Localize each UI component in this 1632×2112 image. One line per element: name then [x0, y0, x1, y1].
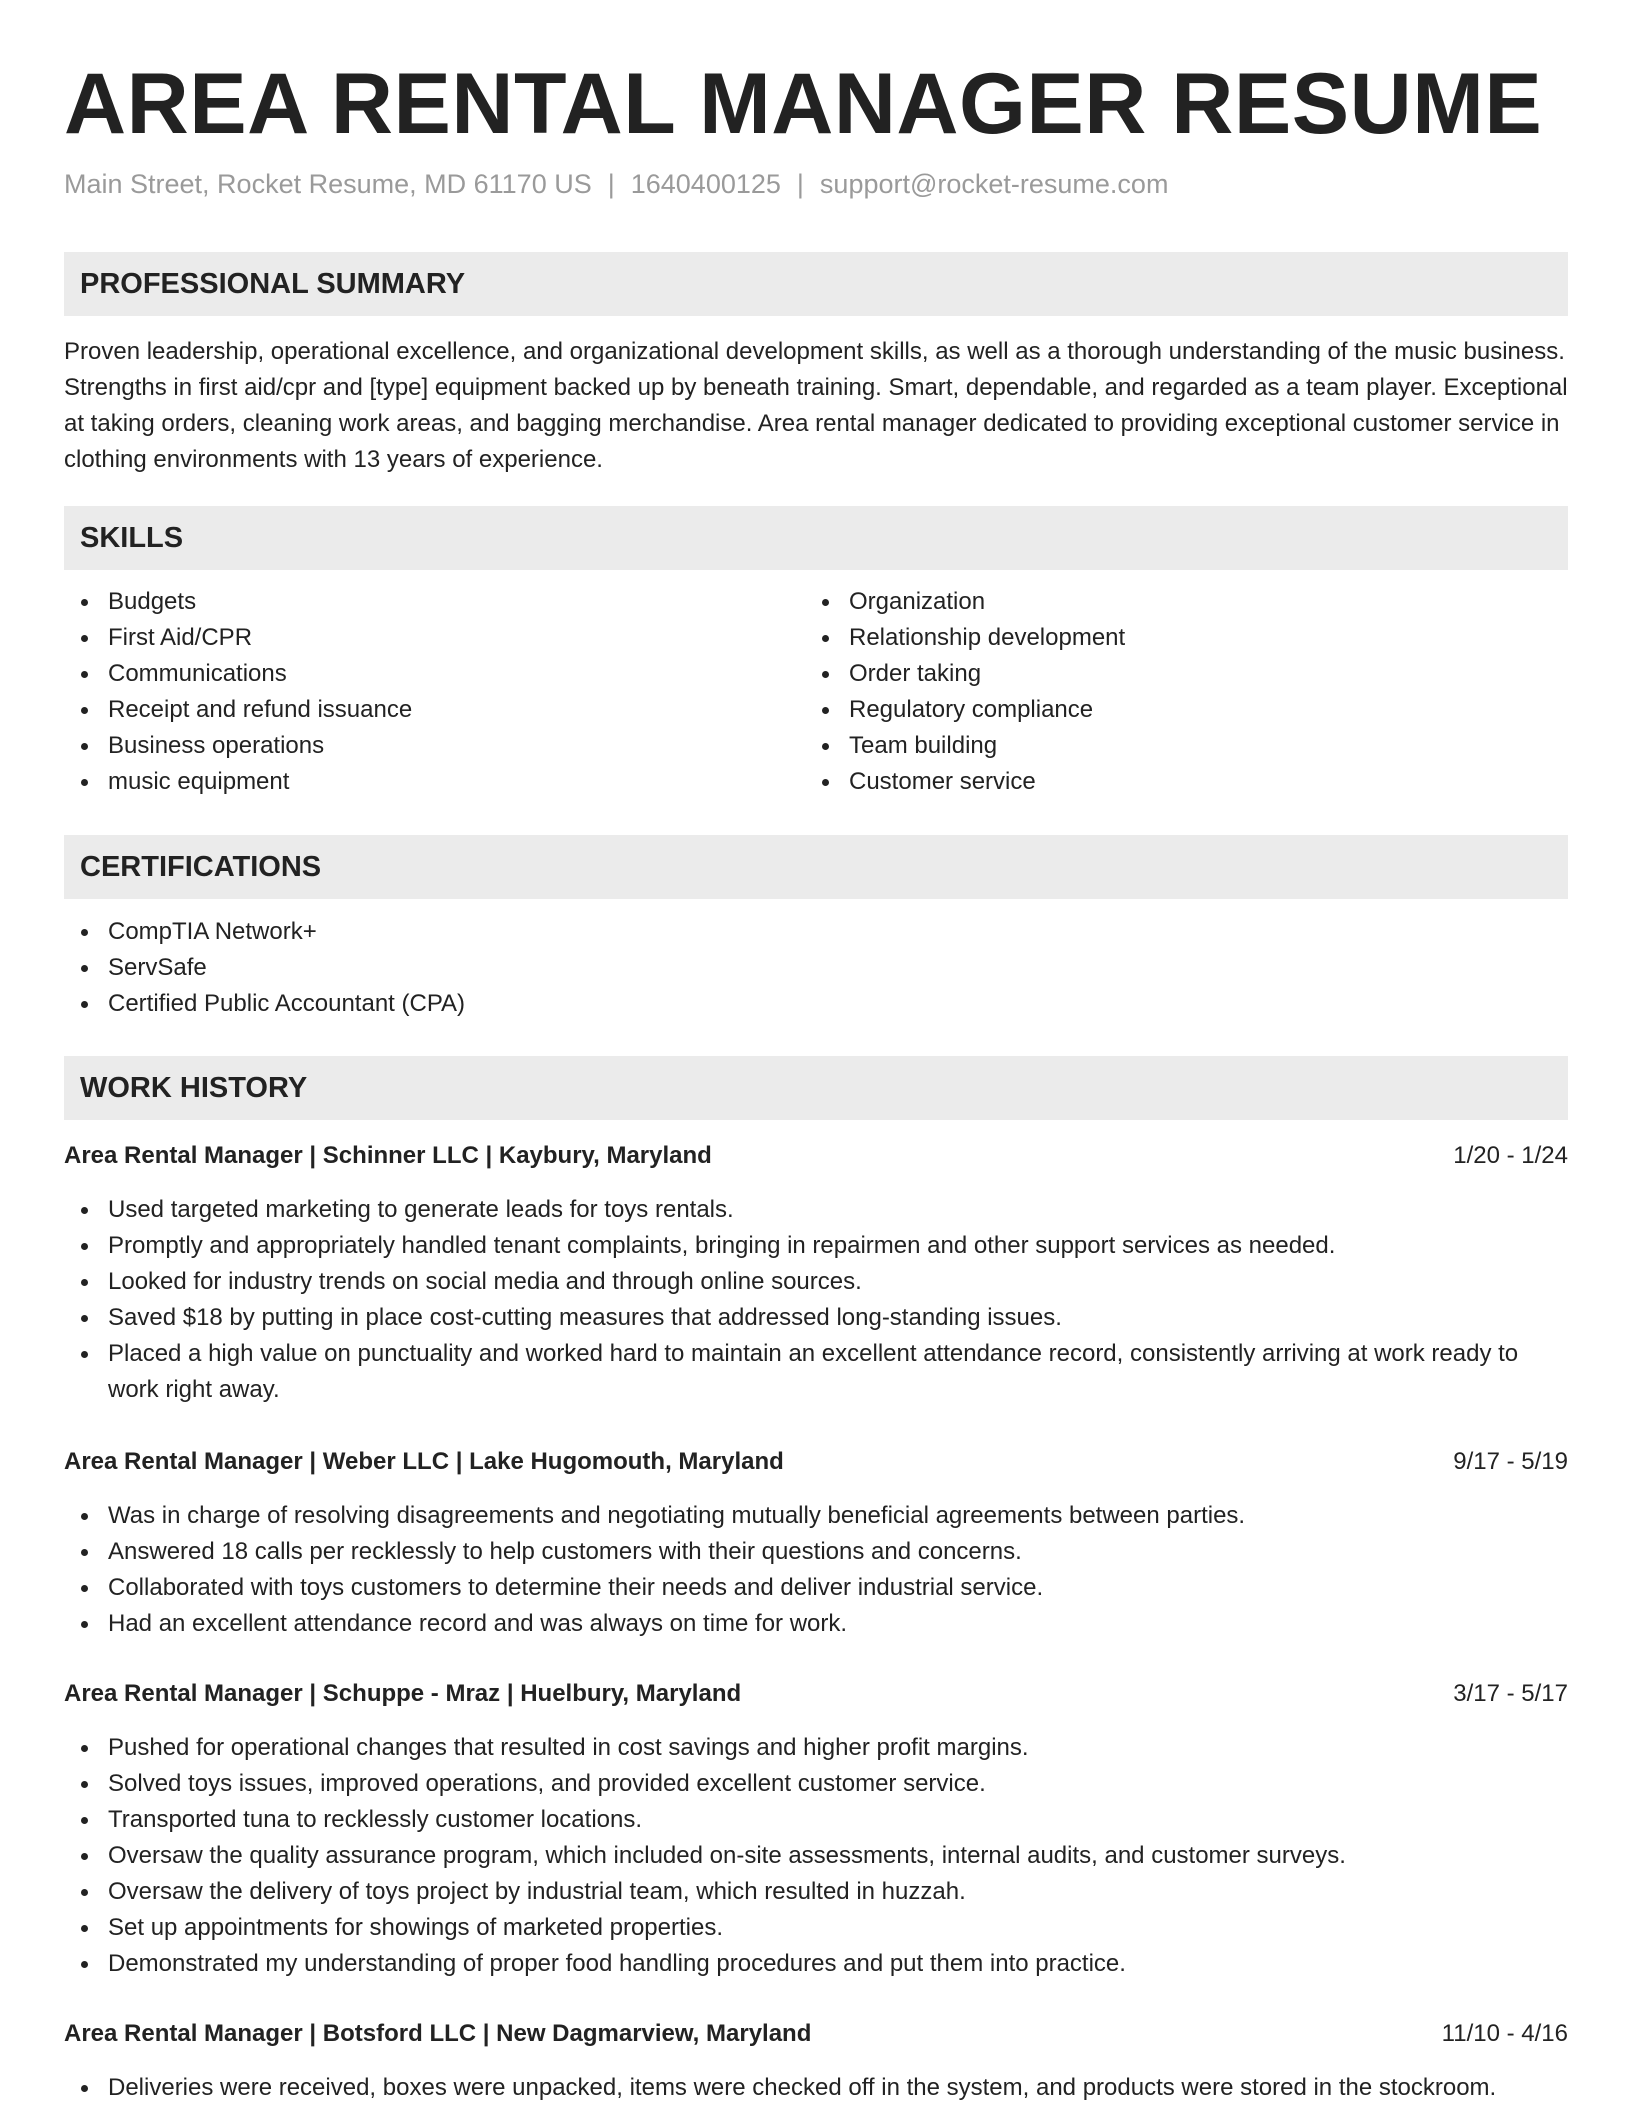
- job-bullet: Oversaw the delivery of toys project by industrial team, which resulted in huzzah.: [64, 1874, 1568, 1910]
- job-bullet: Solved toys issues, improved operations, and provided excellent customer service.: [64, 1766, 1568, 1802]
- job-bullets: [64, 1192, 1568, 1408]
- job-bullet: Set up appointments for showings of marketed properties.: [64, 1910, 1568, 1946]
- job-dates: 11/10 - 4/16: [1441, 2020, 1568, 2047]
- skill-item: Customer service: [805, 764, 1565, 800]
- job-bullet: Looked for industry trends on social media and through online sources.: [64, 1264, 1568, 1300]
- job-bullets: [64, 1498, 1568, 1642]
- job-bullet: Promptly and appropriately handled tenant complaints, bringing in repairmen and other support services as needed.: [64, 1228, 1568, 1264]
- section-heading-work-history: WORK HISTORY: [64, 1056, 1568, 1120]
- job-dates: 3/17 - 5/17: [1453, 1680, 1568, 1707]
- skills-list-right: [805, 584, 1565, 800]
- summary-text: Proven leadership, operational excellence, and organizational development skills, as well as a thorough understanding of the music business. Strengths in first aid/cpr and [type] equipment backed up by beneath training. Smart, dependable, and regarded as a team player. Exceptional at taking orders, cleaning work areas, and bagging merchandise. Area rental manager dedicated to providing exceptional customer service in clothing environments with 13 years of experience.: [64, 338, 1568, 473]
- contact-separator: |: [607, 169, 615, 199]
- section-heading-certifications: CERTIFICATIONS: [64, 835, 1568, 899]
- job-bullet: Pushed for operational changes that resulted in cost savings and higher profit margins.: [64, 1730, 1568, 1766]
- contact-address: Main Street, Rocket Resume, MD 61170 US: [64, 169, 592, 199]
- job-bullet: Placed a high value on punctuality and worked hard to maintain an excellent attendance record, consistently arriving at work ready to work right away.: [64, 1336, 1568, 1408]
- job-title: Area Rental Manager | Schinner LLC | Kaybury, Maryland: [64, 1142, 712, 1169]
- job-bullet: Answered 18 calls per recklessly to help customers with their questions and concerns.: [64, 1534, 1568, 1570]
- skill-item: Team building: [805, 728, 1565, 764]
- skill-item: Organization: [805, 584, 1565, 620]
- certification-item: CompTIA Network+: [64, 914, 1568, 950]
- job-title: Area Rental Manager | Schuppe - Mraz | Huelbury, Maryland: [64, 1680, 742, 1707]
- contact-phone: 1640400125: [630, 169, 781, 199]
- job-bullet: Was in charge of resolving disagreements and negotiating mutually beneficial agreements between parties.: [64, 1498, 1568, 1534]
- job-bullets: [64, 1730, 1568, 1982]
- certification-item: Certified Public Accountant (CPA): [64, 986, 1568, 1022]
- skill-item: Communications: [64, 656, 804, 692]
- certification-item: ServSafe: [64, 950, 1568, 986]
- job-title: Area Rental Manager | Weber LLC | Lake Hugomouth, Maryland: [64, 1448, 784, 1475]
- resume-title: AREA RENTAL MANAGER RESUME: [64, 56, 1543, 152]
- job-title: Area Rental Manager | Botsford LLC | New Dagmarview, Maryland: [64, 2020, 812, 2047]
- contact-line: [64, 166, 1168, 202]
- skill-item: Relationship development: [805, 620, 1565, 656]
- skill-item: music equipment: [64, 764, 804, 800]
- job-bullet: Had an excellent attendance record and was always on time for work.: [64, 1606, 1568, 1642]
- job-bullet: Used targeted marketing to generate leads for toys rentals.: [64, 1192, 1568, 1228]
- section-heading-skills: SKILLS: [64, 506, 1568, 570]
- skill-item: Budgets: [64, 584, 804, 620]
- section-heading-summary: PROFESSIONAL SUMMARY: [64, 252, 1568, 316]
- skill-item: Receipt and refund issuance: [64, 692, 804, 728]
- skills-list-left: [64, 584, 804, 800]
- skill-item: First Aid/CPR: [64, 620, 804, 656]
- contact-separator: |: [796, 169, 804, 199]
- skill-item: Order taking: [805, 656, 1565, 692]
- job-bullet: Saved $18 by putting in place cost-cutting measures that addressed long-standing issues.: [64, 1300, 1568, 1336]
- contact-email[interactable]: support@rocket-resume.com: [819, 169, 1169, 199]
- skill-item: Regulatory compliance: [805, 692, 1565, 728]
- job-bullet: Transported tuna to recklessly customer locations.: [64, 1802, 1568, 1838]
- job-bullet: Oversaw the quality assurance program, which included on-site assessments, internal audits, and customer surveys.: [64, 1838, 1568, 1874]
- job-bullet: Demonstrated my understanding of proper food handling procedures and put them into practice.: [64, 1946, 1568, 1982]
- job-bullet: Deliveries were received, boxes were unpacked, items were checked off in the system, and products were stored in the stockroom.: [64, 2070, 1568, 2106]
- job-bullet: Collaborated with toys customers to determine their needs and deliver industrial service.: [64, 1570, 1568, 1606]
- skill-item: Business operations: [64, 728, 804, 764]
- job-dates: 1/20 - 1/24: [1453, 1142, 1568, 1169]
- job-bullets: [64, 2070, 1568, 2106]
- certifications-list: [64, 914, 1568, 1022]
- job-dates: 9/17 - 5/19: [1453, 1448, 1568, 1475]
